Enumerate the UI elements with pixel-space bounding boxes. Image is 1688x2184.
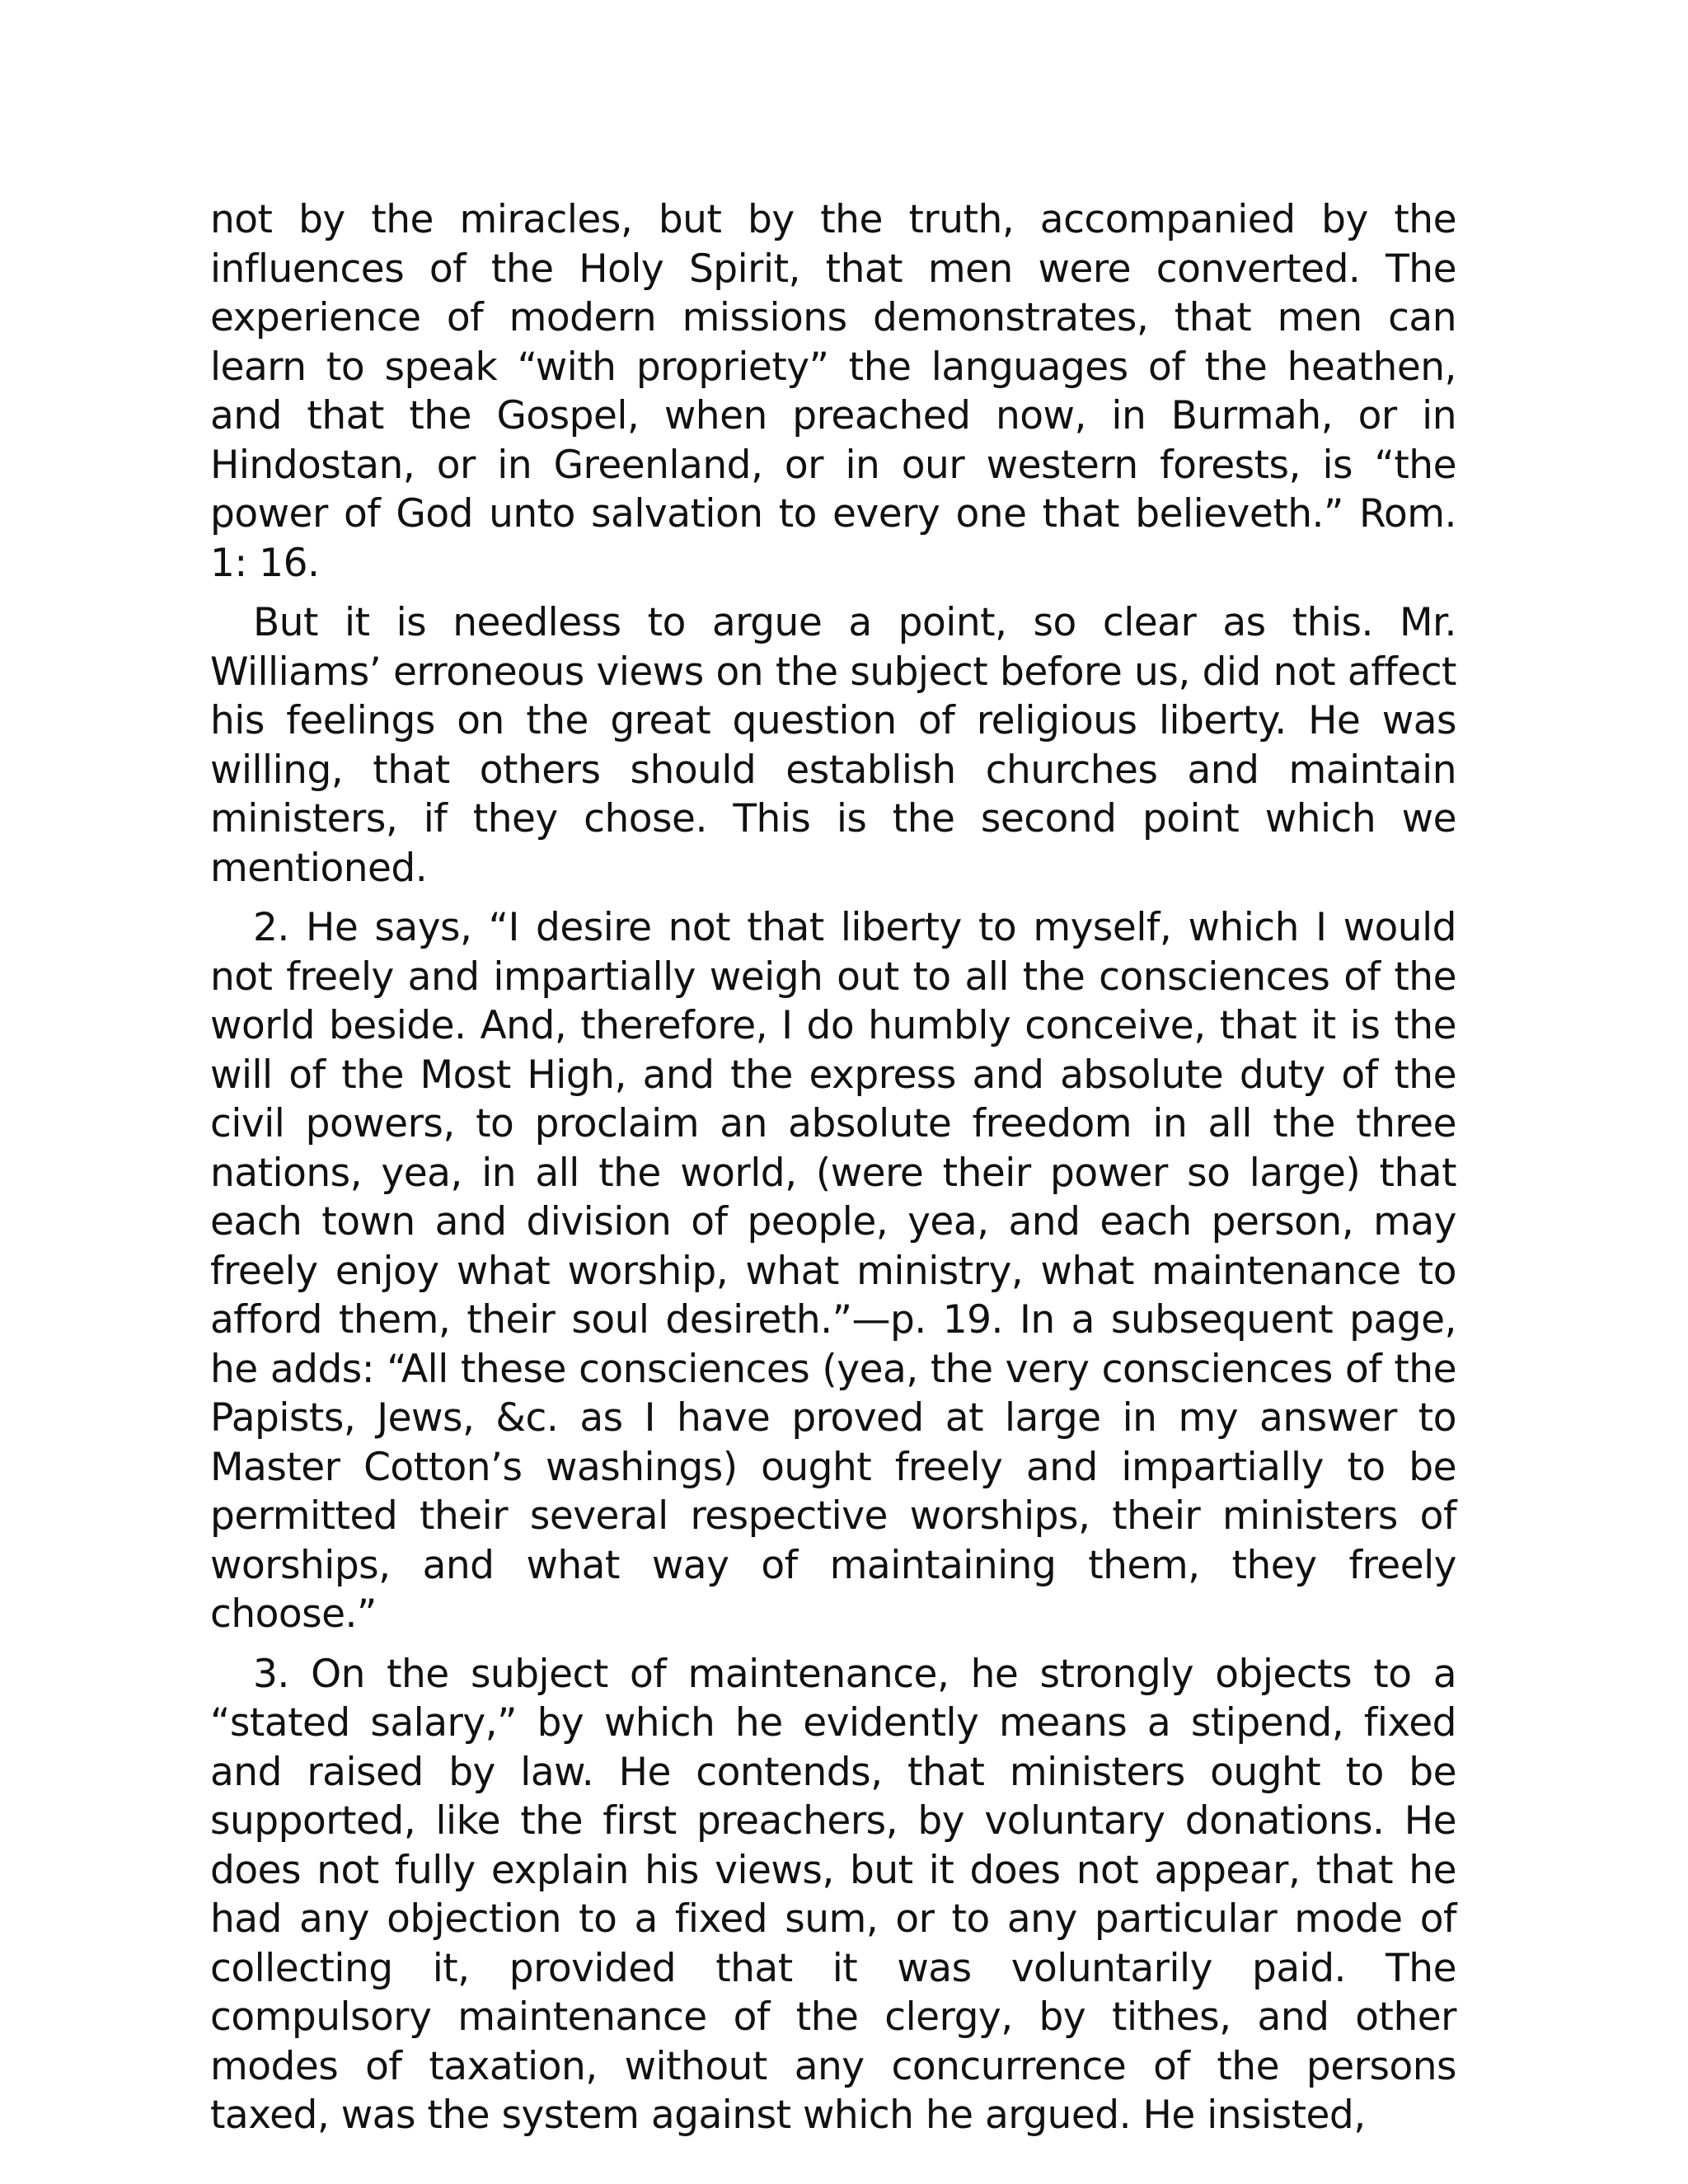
paragraph-williams-views: But it is needless to argue a point, so clear as this. Mr. Williams’ erroneous views on the subject before us, did not affect his feelings on the great question of religious liberty. He was willing, that others should establish churches and maintain ministers, if they chose. This is the second point which we mentioned.: [210, 600, 1456, 891]
paragraph-continuation: not by the miracles, but by the truth, accompanied by the influences of the Holy Spirit, that men were converted. The experience of modern missions demonstrates, that men can learn to speak “with propriety” the languages of the heathen, and that the Gospel, when preached now, in Burmah, or in Hindostan, or in Greenland, or in our western forests, is “the power of God unto salvation to every one that believeth.” Rom. 1: 16.: [210, 197, 1456, 586]
paragraph-point-2: 2. He says, “I desire not that liberty to myself, which I would not freely and impartially weigh out to all the consciences of the world beside. And, therefore, I do humbly conceive, that it is the will of the Most High, and the express and absolute duty of the civil powers, to proclaim an absolute freedom in all the three nations, yea, in all the world, (were their power so large) that each town and division of people, yea, and each person, may freely enjoy what worship, what ministry, what maintenance to afford them, their soul desireth.”—p. 19. In a subsequent page, he adds: “All these consciences (yea, the very consciences of the Papists, Jews, &c. as I have proved at large in my answer to Master Cotton’s washings) ought freely and impartially to be permitted their several respective worships, their ministers of worships, and what way of maintaining them, they freely choose.”: [210, 905, 1456, 1637]
page-body: [210, 195, 1456, 2151]
paragraph-point-3: 3. On the subject of maintenance, he strongly objects to a “stated salary,” by which he evidently means a stipend, fixed and raised by law. He contends, that ministers ought to be supported, like the first preachers, by voluntary donations. He does not fully explain his views, but it does not appear, that he had any objection to a fixed sum, or to any particular mode of collecting it, provided that it was voluntarily paid. The compulsory maintenance of the clergy, by tithes, and other modes of taxation, without any concurrence of the persons taxed, was the system against which he argued. He insisted,: [210, 1651, 1456, 2138]
